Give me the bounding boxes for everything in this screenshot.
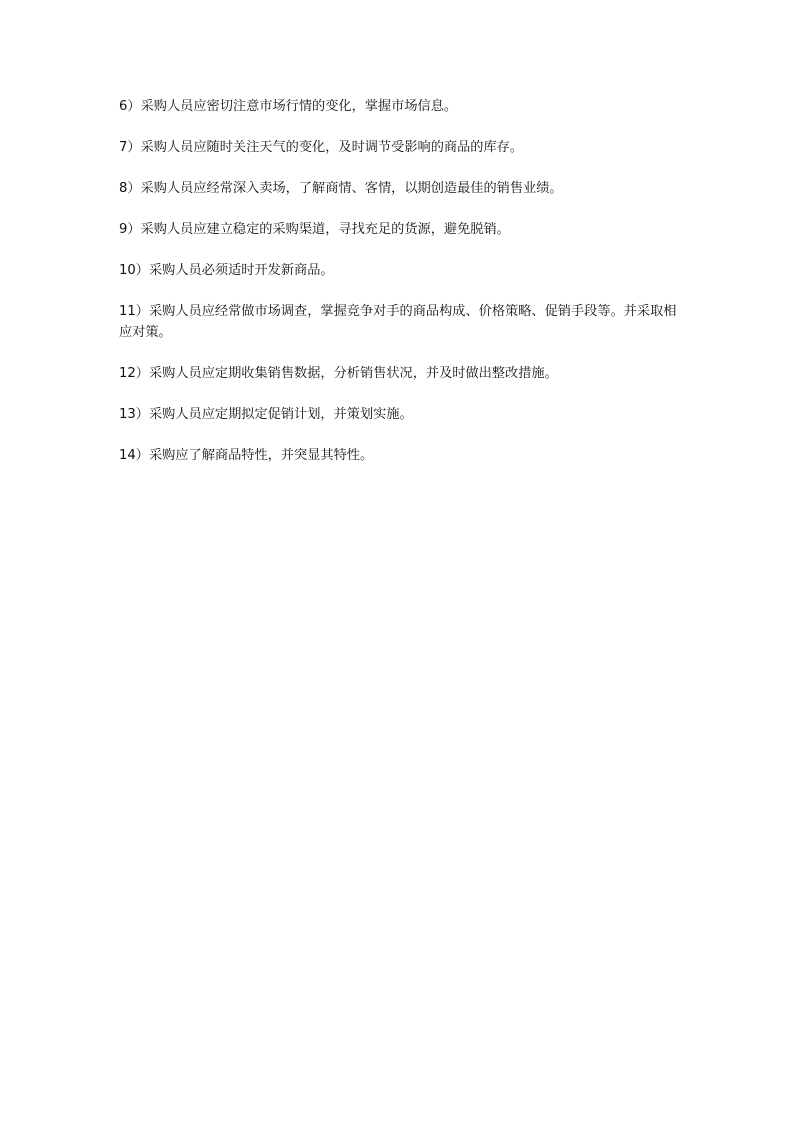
list-item-11: 11）采购人员应经常做市场调查，掌握竞争对手的商品构成、价格策略、促销手段等。并采取相应对策。: [119, 304, 677, 340]
list-item-8: 8）采购人员应经常深入卖场，了解商情、客情，以期创造最佳的销售业绩。: [119, 181, 563, 196]
list-item-7: 7）采购人员应随时关注天气的变化，及时调节受影响的商品的库存。: [119, 140, 524, 155]
list-item-9: 9）采购人员应建立稳定的采购渠道，寻找充足的货源，避免脱销。: [119, 222, 510, 237]
list-item-13: 13）采购人员应定期拟定促销计划，并策划实施。: [119, 407, 413, 422]
list-item-10: 10）采购人员必须适时开发新商品。: [119, 263, 334, 278]
list-item-12: 12）采购人员应定期收集销售数据，分析销售状况，并及时做出整改措施。: [119, 366, 558, 381]
list-item-6: 6）采购人员应密切注意市场行情的变化，掌握市场信息。: [119, 99, 458, 114]
list-item-14: 14）采购应了解商品特性，并突显其特性。: [119, 448, 374, 463]
document-body: [119, 96, 679, 486]
